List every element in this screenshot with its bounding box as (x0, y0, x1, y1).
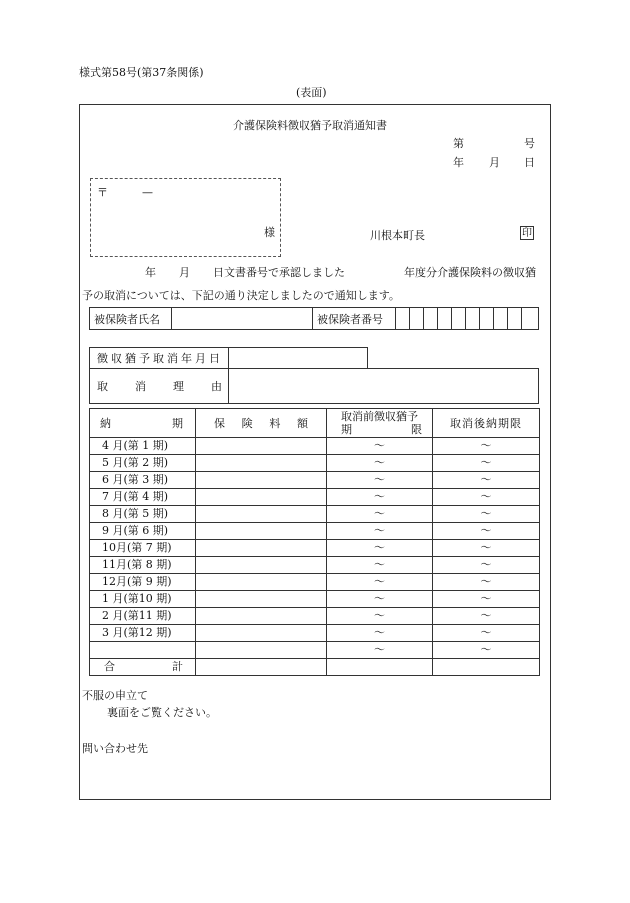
after-deadline-cell[interactable]: ～ (433, 472, 540, 489)
digit-box[interactable] (452, 308, 466, 329)
header-amount (196, 409, 327, 438)
after-deadline-cell[interactable]: ～ (433, 574, 540, 591)
postal-code (97, 184, 153, 200)
period-cell: 1 月(第10 期) (90, 591, 196, 608)
before-deadline-cell[interactable]: ～ (327, 540, 433, 557)
doc-no-dai: 第 (453, 137, 464, 150)
body-month: 月 (179, 266, 190, 279)
reason-char: 由 (211, 380, 222, 393)
body-year: 年 (145, 266, 156, 279)
table-row (90, 506, 540, 523)
before-deadline-cell[interactable]: ～ (327, 506, 433, 523)
period-cell: 12月(第 9 期) (90, 574, 196, 591)
header-char: 保 (214, 416, 225, 430)
digit-box[interactable] (396, 308, 410, 329)
amount-cell[interactable] (196, 455, 327, 472)
amount-cell[interactable] (196, 472, 327, 489)
doc-date-month: 月 (489, 156, 500, 169)
header-after-deadline (433, 409, 540, 438)
amount-cell[interactable] (196, 642, 327, 659)
postal-mark: 〒 (97, 186, 108, 199)
period-cell: 3 月(第12 期) (90, 625, 196, 642)
amount-cell[interactable] (196, 438, 327, 455)
table-row (90, 455, 540, 472)
before-deadline-cell[interactable]: ～ (327, 608, 433, 625)
digit-box[interactable] (438, 308, 452, 329)
digit-box[interactable] (424, 308, 438, 329)
appeal-heading: 不服の申立て (82, 689, 148, 702)
table-row (90, 591, 540, 608)
before-deadline-cell[interactable]: ～ (327, 574, 433, 591)
after-deadline-cell[interactable]: ～ (433, 608, 540, 625)
cancel-reason-field[interactable] (229, 369, 538, 403)
header-char: 限 (411, 423, 422, 436)
digit-box[interactable] (494, 308, 508, 329)
period-cell: 4 月(第 1 期) (90, 438, 196, 455)
after-deadline-cell[interactable]: ～ (433, 455, 540, 472)
table-row (90, 523, 540, 540)
honorific-sama: 様 (264, 226, 275, 239)
total-before (327, 659, 433, 676)
period-cell (90, 642, 196, 659)
digit-box[interactable] (508, 308, 522, 329)
insured-info-table (89, 307, 539, 330)
before-deadline-cell[interactable]: ～ (327, 557, 433, 574)
period-cell: 9 月(第 6 期) (90, 523, 196, 540)
amount-cell[interactable] (196, 489, 327, 506)
table-row (90, 438, 540, 455)
amount-cell[interactable] (196, 625, 327, 642)
after-deadline-cell[interactable]: ～ (433, 591, 540, 608)
reason-char: 理 (173, 380, 184, 393)
header-before-line1: 取消前徴収猶予 (341, 410, 418, 423)
amount-cell[interactable] (196, 591, 327, 608)
total-amount[interactable] (196, 659, 327, 676)
after-deadline-cell[interactable]: ～ (433, 506, 540, 523)
after-deadline-cell[interactable]: ～ (433, 523, 540, 540)
before-deadline-cell[interactable]: ～ (327, 625, 433, 642)
deferral-cancel-date-label: 徴収猶予取消年月日 (90, 348, 229, 368)
period-cell: 11月(第 8 期) (90, 557, 196, 574)
table-row (90, 642, 540, 659)
deferral-cancel-date-row (89, 347, 368, 369)
body-day-text: 日文書番号で承認しました (213, 266, 345, 279)
reason-char: 取 (97, 380, 108, 393)
doc-date-day: 日 (524, 156, 535, 169)
reason-char: 消 (135, 380, 146, 393)
digit-box[interactable] (466, 308, 480, 329)
before-deadline-cell[interactable]: ～ (327, 455, 433, 472)
amount-cell[interactable] (196, 506, 327, 523)
table-row (90, 608, 540, 625)
cancel-reason-label (90, 369, 229, 403)
amount-cell[interactable] (196, 523, 327, 540)
table-row (90, 557, 540, 574)
period-cell: 6 月(第 3 期) (90, 472, 196, 489)
header-after-text: 取消後納期限 (450, 416, 522, 430)
before-deadline-cell[interactable]: ～ (327, 489, 433, 506)
digit-box[interactable] (410, 308, 424, 329)
header-char: 納 (100, 416, 111, 430)
insured-number-field[interactable] (396, 308, 538, 329)
seal-mark: 印 (522, 228, 532, 239)
header-before-deadline (327, 409, 433, 438)
cancel-reason-row (89, 368, 539, 404)
header-char: 険 (241, 416, 253, 430)
period-cell: 8 月(第 5 期) (90, 506, 196, 523)
amount-cell[interactable] (196, 608, 327, 625)
total-char: 計 (172, 660, 183, 673)
before-deadline-cell[interactable]: ～ (327, 642, 433, 659)
period-cell: 5 月(第 2 期) (90, 455, 196, 472)
period-cell: 2 月(第11 期) (90, 608, 196, 625)
insured-name-label: 被保険者氏名 (90, 308, 172, 329)
header-char: 期 (341, 423, 352, 436)
issuer-name: 川根本町長 (370, 229, 425, 242)
contact-label: 問い合わせ先 (82, 742, 148, 755)
table-row (90, 489, 540, 506)
total-after (433, 659, 540, 676)
after-deadline-cell[interactable]: ～ (433, 540, 540, 557)
digit-box[interactable] (522, 308, 538, 329)
document-title: 介護保険料徴収猶予取消通知書 (233, 119, 387, 132)
deferral-cancel-date-field[interactable] (229, 348, 367, 368)
insured-number-label: 被保険者番号 (313, 308, 396, 329)
table-row (90, 625, 540, 642)
postal-dash: — (142, 186, 153, 199)
see-back-note: 裏面をご覧ください。 (107, 706, 217, 719)
header-period (90, 409, 196, 438)
before-deadline-cell[interactable]: ～ (327, 523, 433, 540)
period-cell: 7 月(第 4 期) (90, 489, 196, 506)
side-label: (表面) (296, 86, 327, 99)
amount-cell[interactable] (196, 540, 327, 557)
insured-name-field[interactable] (172, 308, 313, 329)
after-deadline-cell[interactable]: ～ (433, 625, 540, 642)
table-row (90, 574, 540, 591)
before-deadline-cell[interactable]: ～ (327, 438, 433, 455)
header-char: 料 (269, 416, 281, 430)
header-char: 額 (296, 416, 308, 430)
amount-cell[interactable] (196, 574, 327, 591)
doc-no-go: 号 (524, 137, 535, 150)
total-char: 合 (104, 660, 115, 673)
after-deadline-cell[interactable]: ～ (433, 489, 540, 506)
before-deadline-cell[interactable]: ～ (327, 472, 433, 489)
doc-date-year: 年 (453, 156, 464, 169)
table-row (90, 540, 540, 557)
header-char: 期 (172, 416, 183, 430)
table-row (90, 472, 540, 489)
after-deadline-cell[interactable]: ～ (433, 557, 540, 574)
amount-cell[interactable] (196, 557, 327, 574)
period-cell: 10月(第 7 期) (90, 540, 196, 557)
form-number: 様式第58号(第37条関係) (79, 66, 204, 79)
after-deadline-cell[interactable]: ～ (433, 438, 540, 455)
digit-box[interactable] (480, 308, 494, 329)
after-deadline-cell[interactable]: ～ (433, 642, 540, 659)
body-fiscal-text: 年度分介護保険料の徴収猶 (404, 266, 536, 279)
payment-schedule-table (89, 408, 540, 676)
before-deadline-cell[interactable]: ～ (327, 591, 433, 608)
body-line-2: 予の取消については、下記の通り決定しましたので通知します。 (82, 289, 400, 302)
total-label (90, 659, 196, 676)
